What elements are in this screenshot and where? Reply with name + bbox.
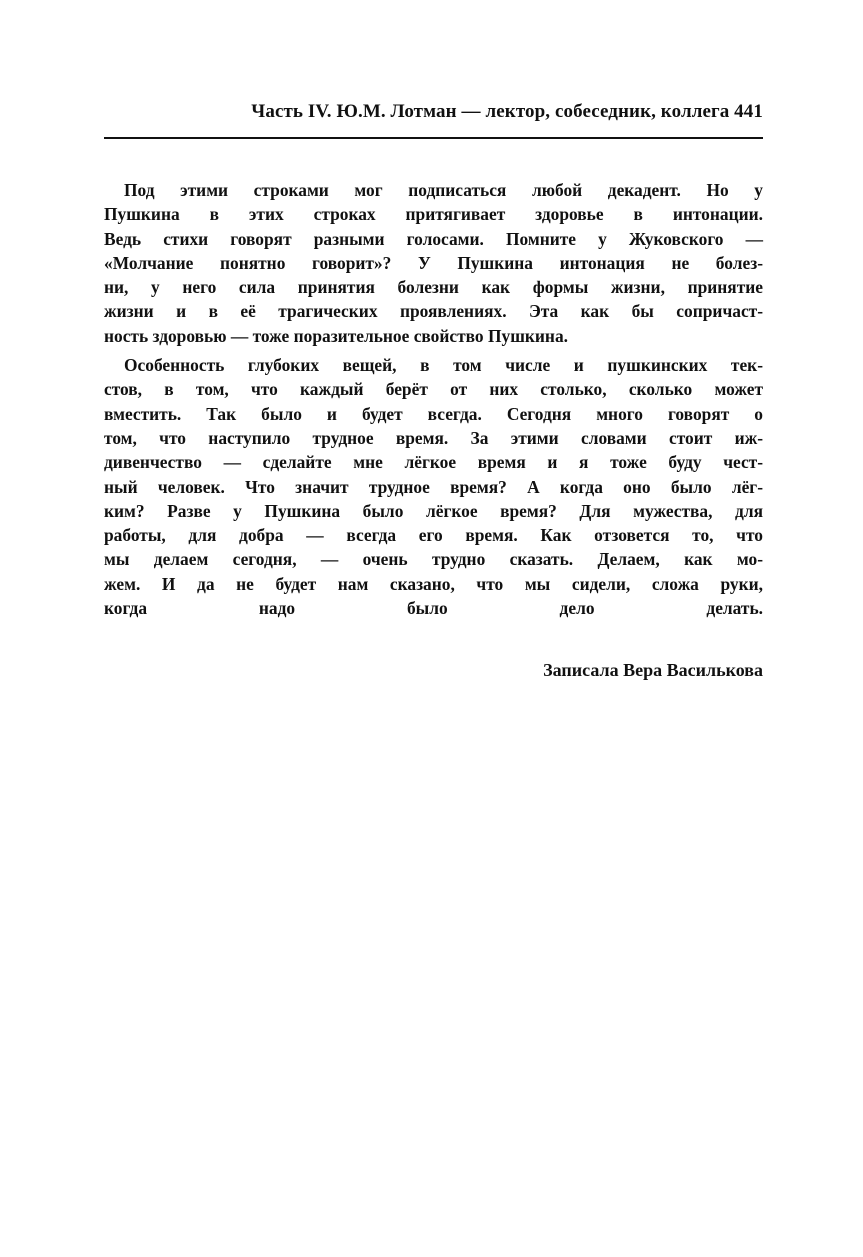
text-line: жем. И да не будет нам сказано, что мы сидели, сложа руки, bbox=[104, 573, 763, 594]
text-line: работы, для добра — всегда его время. Как отзовется то, что bbox=[104, 525, 763, 546]
text-line: Особенность глубоких вещей, в том числе и пушкинских тек- bbox=[124, 355, 763, 376]
body-text bbox=[104, 178, 763, 650]
text-line: ность здоровью — тоже поразительное свойство Пушкина. bbox=[104, 325, 568, 346]
text-line: когда надо было дело делать. bbox=[104, 598, 763, 619]
text-line bbox=[104, 620, 763, 644]
signature: Записала Вера Василькова bbox=[543, 660, 763, 680]
paragraph bbox=[104, 353, 763, 645]
text-line: мы делаем сегодня, — очень трудно сказать. Делаем, как мо- bbox=[104, 549, 763, 570]
text-line: ни, у него сила принятия болезни как формы жизни, принятие bbox=[104, 277, 763, 298]
text-line: «Молчание понятно говорит»? У Пушкина интонация не болез- bbox=[104, 252, 763, 273]
text-line: дивенчество — сделайте мне лёгкое время и я тоже буду чест- bbox=[104, 452, 763, 473]
text-line: стов, в том, что каждый берёт от них столько, сколько может bbox=[104, 379, 763, 400]
header-rule bbox=[104, 137, 763, 139]
text-line: жизни и в её трагических проявлениях. Эта как бы сопричаст- bbox=[104, 301, 763, 322]
text-line: том, что наступило трудное время. За этими словами стоит иж- bbox=[104, 427, 763, 448]
running-head: Часть IV. Ю.М. Лотман — лектор, собеседник, коллега 441 bbox=[251, 101, 763, 122]
text-line: вместить. Так было и будет всегда. Сегодня много говорят о bbox=[104, 403, 763, 424]
text-line: ким? Разве у Пушкина было лёгкое время? Для мужества, для bbox=[104, 500, 763, 521]
text-line: Ведь стихи говорят разными голосами. Помните у Жуковского — bbox=[104, 228, 763, 249]
text-line: Пушкина в этих строках притягивает здоровье в интонации. bbox=[104, 204, 763, 225]
text-line: Под этими строками мог подписаться любой декадент. Но у bbox=[124, 180, 763, 200]
text-line: ный человек. Что значит трудное время? А когда оно было лёг- bbox=[104, 476, 763, 497]
paragraph bbox=[104, 178, 763, 348]
